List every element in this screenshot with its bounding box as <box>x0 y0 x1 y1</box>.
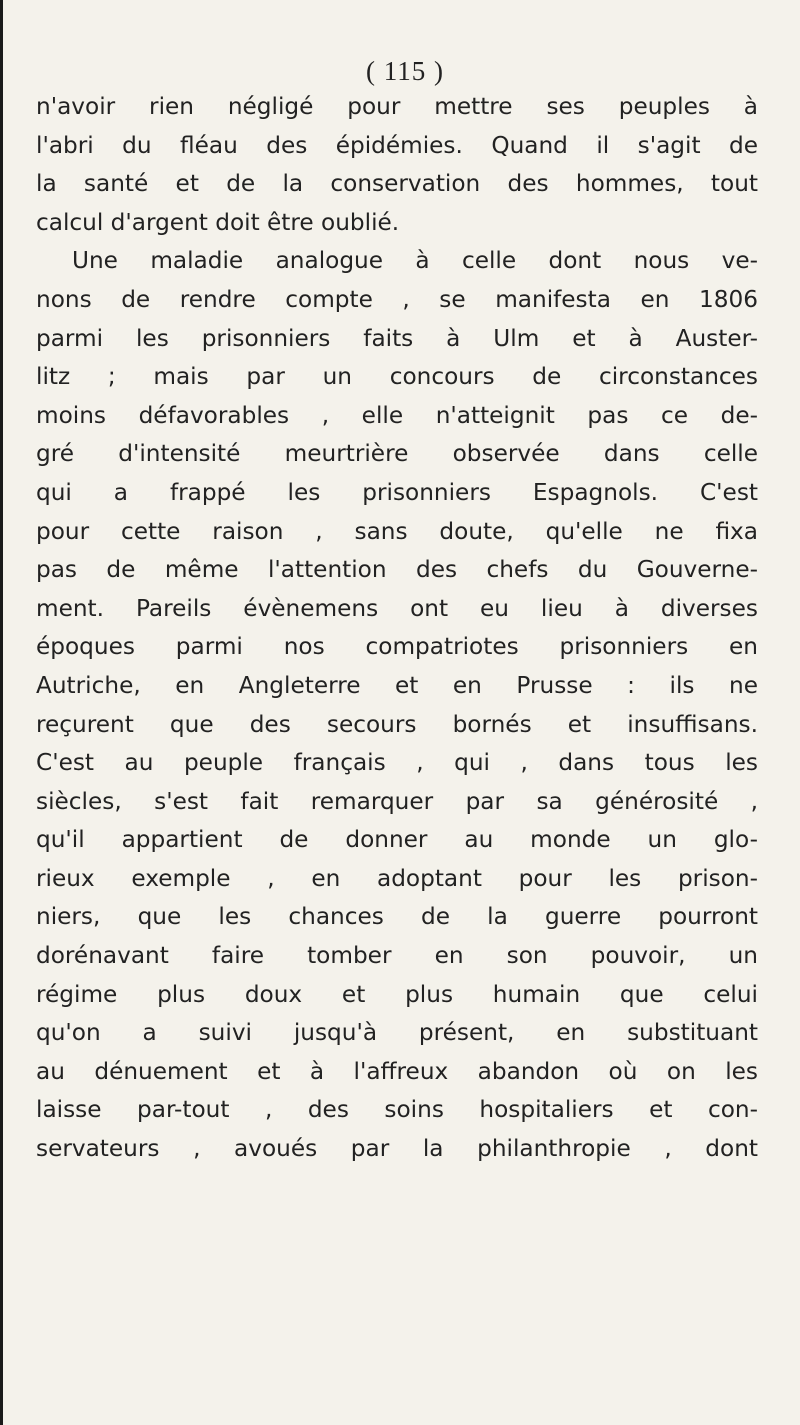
text-line: l'abri du fléau des épidémies. Quand il s'agit de <box>36 131 758 159</box>
text-line: moins défavorables , elle n'atteignit pas ce de- <box>36 401 758 429</box>
page-edge <box>0 0 3 1425</box>
text-line: la santé et de la conservation des hommes, tout <box>36 170 758 198</box>
text-line: nons de rendre compte , se manifesta en 1806 <box>36 285 758 313</box>
body-text <box>36 88 758 1169</box>
text-line: servateurs , avoués par la philanthropie , dont <box>36 1135 758 1163</box>
text-line: qui a frappé les prisonniers Espagnols. C'est <box>36 478 758 506</box>
text-line: pas de même l'attention des chefs du Gouverne- <box>36 556 758 584</box>
text-line: gré d'intensité meurtrière observée dans celle <box>36 440 758 468</box>
text-line: époques parmi nos compatriotes prisonniers en <box>36 633 758 661</box>
text-line: au dénuement et à l'affreux abandon où on les <box>36 1057 758 1085</box>
text-line: Autriche, en Angleterre et en Prusse : ils ne <box>36 671 758 699</box>
text-line: laisse par-tout , des soins hospitaliers et con- <box>36 1096 758 1124</box>
text-line: Une maladie analogue à celle dont nous ve- <box>72 247 758 275</box>
text-line: C'est au peuple français , qui , dans tous les <box>36 749 758 777</box>
text-line: niers, que les chances de la guerre pourront <box>36 903 758 931</box>
text-line: qu'on a suivi jusqu'à présent, en substituant <box>36 1019 758 1047</box>
text-line: régime plus doux et plus humain que celui <box>36 980 758 1008</box>
text-line: ment. Pareils évènemens ont eu lieu à diverses <box>36 594 758 622</box>
text-line: litz ; mais par un concours de circonstances <box>36 363 758 391</box>
text-line: qu'il appartient de donner au monde un glo- <box>36 826 758 854</box>
text-line: n'avoir rien négligé pour mettre ses peuples à <box>36 93 758 120</box>
text-line: siècles, s'est fait remarquer par sa générosité , <box>36 787 758 815</box>
text-line: dorénavant faire tomber en son pouvoir, un <box>36 942 758 970</box>
text-line: rieux exemple , en adoptant pour les prison- <box>36 864 758 892</box>
text-line: pour cette raison , sans doute, qu'elle ne fixa <box>36 517 758 545</box>
text-line: parmi les prisonniers faits à Ulm et à Auster- <box>36 324 758 352</box>
page-number: ( 115 ) <box>366 56 444 86</box>
text-line: reçurent que des secours bornés et insuffisans. <box>36 710 758 738</box>
text-line: calcul d'argent doit être oublié. <box>36 208 400 236</box>
